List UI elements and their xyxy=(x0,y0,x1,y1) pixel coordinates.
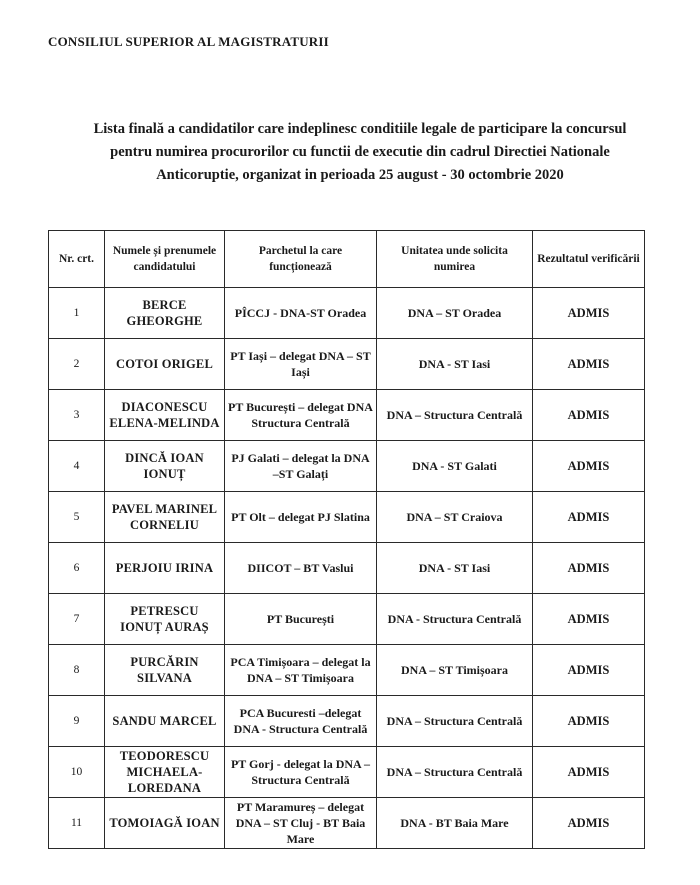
col-header-nr: Nr. crt. xyxy=(49,231,105,288)
candidate-name: PAVEL MARINEL CORNELIU xyxy=(105,492,225,543)
verification-result: ADMIS xyxy=(533,339,645,390)
verification-result: ADMIS xyxy=(533,747,645,798)
candidate-office: PÎCCJ - DNA-ST Oradea xyxy=(225,288,377,339)
row-nr: 5 xyxy=(49,492,105,543)
col-header-name: Numele și prenumele candidatului xyxy=(105,231,225,288)
col-header-office: Parchetul la care funcționează xyxy=(225,231,377,288)
verification-result: ADMIS xyxy=(533,390,645,441)
candidates-table xyxy=(48,230,645,849)
row-nr: 1 xyxy=(49,288,105,339)
verification-result: ADMIS xyxy=(533,492,645,543)
col-header-unit: Unitatea unde solicita numirea xyxy=(377,231,533,288)
candidate-office: PCA Bucuresti –delegat DNA - Structura Centrală xyxy=(225,696,377,747)
table-row xyxy=(49,747,645,798)
row-nr: 9 xyxy=(49,696,105,747)
requested-unit: DNA – ST Craiova xyxy=(377,492,533,543)
candidate-name: COTOI ORIGEL xyxy=(105,339,225,390)
row-nr: 8 xyxy=(49,645,105,696)
col-header-result: Rezultatul verificării xyxy=(533,231,645,288)
verification-result: ADMIS xyxy=(533,441,645,492)
candidate-office: PJ Galati – delegat la DNA –ST Galați xyxy=(225,441,377,492)
verification-result: ADMIS xyxy=(533,696,645,747)
candidate-name: DINCĂ IOAN IONUȚ xyxy=(105,441,225,492)
verification-result: ADMIS xyxy=(533,594,645,645)
title-line-3: Anticoruptie, organizat in perioada 25 august - 30 octombrie 2020 xyxy=(156,167,564,183)
row-nr: 10 xyxy=(49,747,105,798)
candidate-name: DIACONESCU ELENA-MELINDA xyxy=(105,390,225,441)
candidate-name: BERCE GHEORGHE xyxy=(105,288,225,339)
table-row xyxy=(49,645,645,696)
table-row xyxy=(49,441,645,492)
requested-unit: DNA – Structura Centrală xyxy=(377,696,533,747)
table-row xyxy=(49,339,645,390)
table-row xyxy=(49,798,645,849)
candidate-office: PT Maramureș – delegat DNA – ST Cluj - BT Baia Mare xyxy=(225,798,377,849)
row-nr: 3 xyxy=(49,390,105,441)
candidate-office: PT Olt – delegat PJ Slatina xyxy=(225,492,377,543)
candidate-name: TEODORESCU MICHAELA-LOREDANA xyxy=(105,747,225,798)
table-header-row xyxy=(49,231,645,288)
requested-unit: DNA - ST Galati xyxy=(377,441,533,492)
verification-result: ADMIS xyxy=(533,288,645,339)
candidate-office: PT București xyxy=(225,594,377,645)
verification-result: ADMIS xyxy=(533,645,645,696)
requested-unit: DNA – ST Timișoara xyxy=(377,645,533,696)
table-row xyxy=(49,696,645,747)
table-row xyxy=(49,594,645,645)
title-line-1: Lista finală a candidatilor care indeplinesc conditiile legale de participare la concursul xyxy=(93,121,627,137)
candidate-office: PT Gorj - delegat la DNA – Structura Centrală xyxy=(225,747,377,798)
candidate-office: PT Iași – delegat DNA – ST Iași xyxy=(225,339,377,390)
requested-unit: DNA - ST Iasi xyxy=(377,339,533,390)
row-nr: 7 xyxy=(49,594,105,645)
table-row xyxy=(49,543,645,594)
row-nr: 11 xyxy=(49,798,105,849)
requested-unit: DNA - Structura Centrală xyxy=(377,594,533,645)
table-row xyxy=(49,492,645,543)
verification-result: ADMIS xyxy=(533,543,645,594)
candidate-name: PETRESCU IONUȚ AURAȘ xyxy=(105,594,225,645)
document-title xyxy=(40,118,680,187)
requested-unit: DNA – Structura Centrală xyxy=(377,747,533,798)
table-row xyxy=(49,288,645,339)
requested-unit: DNA - BT Baia Mare xyxy=(377,798,533,849)
candidate-name: SANDU MARCEL xyxy=(105,696,225,747)
candidate-office: PT București – delegat DNA Structura Centrală xyxy=(225,390,377,441)
row-nr: 4 xyxy=(49,441,105,492)
row-nr: 2 xyxy=(49,339,105,390)
candidate-name: PURCĂRIN SILVANA xyxy=(105,645,225,696)
requested-unit: DNA – Structura Centrală xyxy=(377,390,533,441)
candidate-name: PERJOIU IRINA xyxy=(105,543,225,594)
verification-result: ADMIS xyxy=(533,798,645,849)
candidate-office: DIICOT – BT Vaslui xyxy=(225,543,377,594)
requested-unit: DNA - ST Iasi xyxy=(377,543,533,594)
candidate-name: TOMOIAGĂ IOAN xyxy=(105,798,225,849)
requested-unit: DNA – ST Oradea xyxy=(377,288,533,339)
row-nr: 6 xyxy=(49,543,105,594)
institution-name: CONSILIUL SUPERIOR AL MAGISTRATURII xyxy=(48,34,329,49)
title-line-2: pentru numirea procurorilor cu functii de executie din cadrul Directiei Nationale xyxy=(110,144,610,160)
table-row xyxy=(49,390,645,441)
candidate-office: PCA Timișoara – delegat la DNA – ST Timișoara xyxy=(225,645,377,696)
